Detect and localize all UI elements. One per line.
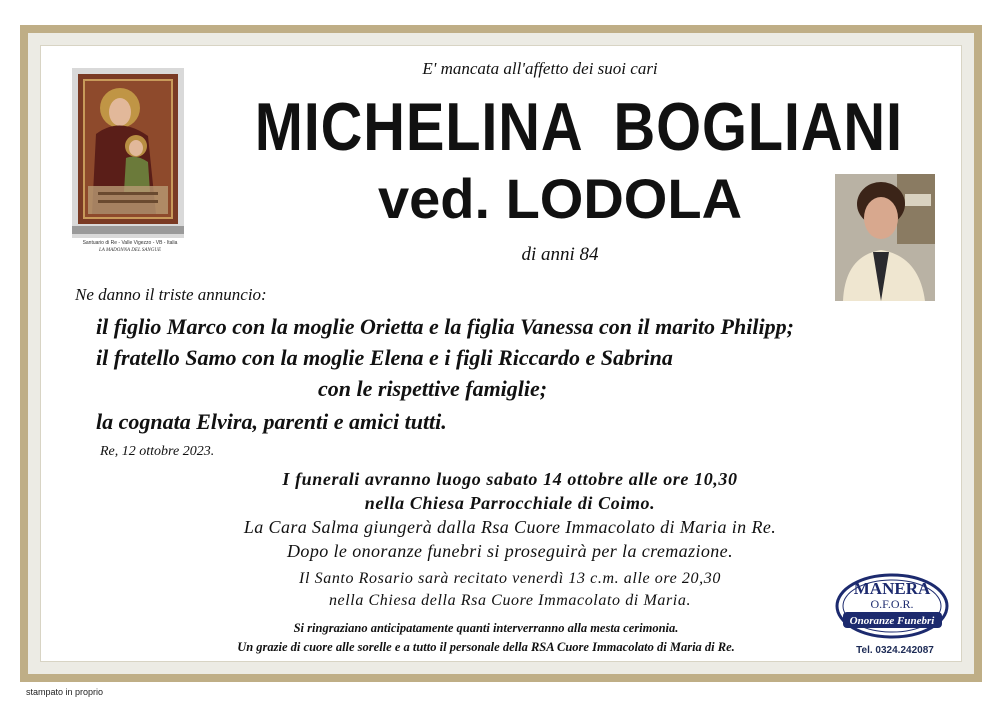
logo-brand: MANERA [853, 579, 931, 598]
funeral-home-phone: Tel. 0324.242087 [856, 645, 934, 656]
family-line-3: con le rispettive famiglie; [318, 376, 548, 401]
manera-logo-icon [835, 572, 950, 640]
madonna-icon-image [72, 68, 184, 238]
rosary-line-2: nella Chiesa della Rsa Cuore Immacolato di Maria. [328, 592, 692, 609]
family-line-4: la cognata Elvira, parenti e amici tutti. [96, 409, 447, 434]
family-line-1: il figlio Marco con la moglie Orietta e la figlia Vanessa con il marito Philipp; [96, 314, 794, 339]
icon-caption [70, 240, 190, 254]
funeral-home-logo [835, 572, 950, 640]
place-date: Re, 12 ottobre 2023. [100, 444, 215, 459]
madonna-painting [78, 74, 178, 224]
logo-sub: O.F.O.R. [870, 597, 914, 611]
rosary-line-1: Il Santo Rosario sarà recitato venerdì 13 c.m. alle ore 20,30 [299, 570, 721, 587]
age-text: di anni 84 [521, 244, 599, 265]
intro-text: E' mancata all'affetto dei suoi cari [422, 59, 658, 78]
deceased-married-name: ved. LODOLA [377, 167, 743, 230]
funeral-line-2: nella Chiesa Parrocchiale di Coimo. [364, 493, 656, 513]
icon-caption-title: LA MADONNA DEL SANGUE [98, 248, 162, 253]
logo-tagline: Onoranze Funebri [849, 615, 935, 627]
family-line-2: il fratello Samo con la moglie Elena e i figli Riccardo e Sabrina [96, 345, 673, 370]
icon-shelf [72, 226, 184, 234]
thanks-line-1: Si ringraziano anticipatamente quanti interverranno alla mesta cerimonia. [293, 621, 679, 635]
madonna-figure-icon [78, 74, 178, 224]
details-line-1: La Cara Salma giungerà dalla Rsa Cuore Immacolato di Maria in Re. [243, 517, 777, 537]
announcement-text: Ne danno il triste annuncio: [75, 285, 267, 304]
icon-caption-location: Santuario di Re - Valle Vigezzo - VB - Italia [82, 240, 178, 246]
printer-note: stampato in proprio [26, 687, 104, 697]
thanks-line-2: Un grazie di cuore alle sorelle e a tutto il personale della RSA Cuore Immacolato di Maria di Re. [237, 640, 735, 654]
deceased-name: MICHELINA BOGLIANI [254, 89, 903, 165]
details-line-2: Dopo le onoranze funebri si proseguirà per la cremazione. [287, 541, 733, 561]
funeral-line-1: I funerali avranno luogo sabato 14 ottobre alle ore 10,30 [282, 469, 738, 489]
